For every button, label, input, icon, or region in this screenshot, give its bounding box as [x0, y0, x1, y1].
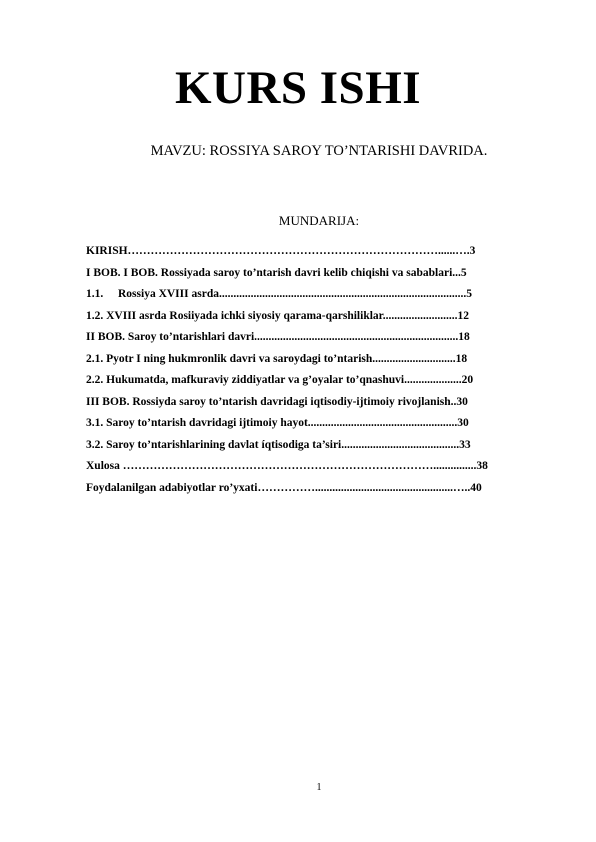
toc-entry [86, 478, 556, 500]
toc-entry-text: III BOB. Rossiyda saroy to’ntarish davridagi iqtisodiy-ijtimoiy rivojlanish..30 [86, 395, 468, 408]
toc-entry [86, 263, 556, 285]
toc-entry [86, 241, 556, 263]
toc-entry [86, 413, 556, 435]
toc-entry-text: 2.1. Pyotr I ning hukmronlik davri va saroydagi to’ntarish.............................18 [86, 352, 468, 365]
document-subject: MAVZU: ROSSIYA SAROY TO’NTARISHI DAVRIDA. [150, 143, 488, 159]
toc-entry-text: 1.2. XVIII asrda Rosiiyada ichki siyosiy qarama-qarshiliklar..........................12 [86, 309, 469, 322]
toc-entry-text: Rossiya XVIII asrda......................................................................................5 [118, 288, 472, 300]
toc-entry-text: KIRISH………………………………………………………………………......….3 [86, 245, 476, 257]
toc-entry-text: Foydalanilgan adabiyotlar ro’yxati……………................................................…..40 [86, 481, 482, 494]
toc-entry-text: II BOB. Saroy to’ntarishlari davri.......................................................................18 [86, 331, 470, 343]
toc-entry [86, 284, 556, 306]
table-of-contents [86, 241, 556, 499]
table-of-contents-heading: MUNDARIJA: [278, 213, 360, 228]
toc-entry [86, 435, 556, 457]
toc-entry-text: 3.1. Saroy to’ntarish davridagi ijtimoiy hayot....................................................30 [86, 417, 469, 429]
toc-entry [86, 327, 556, 349]
toc-entry-text: I BOB. I BOB. Rossiyada saroy to’ntarish davri kelib chiqishi va sabablari...5 [86, 266, 467, 279]
toc-entry [86, 349, 556, 371]
toc-entry [86, 392, 556, 414]
toc-entry-number: 1.1. [86, 288, 104, 300]
toc-entry-text: Xulosa ………………………………………………………………………...............38 [86, 460, 488, 472]
toc-entry [86, 306, 556, 328]
document-title: KURS ISHI [174, 62, 422, 114]
toc-entry-text: 2.2. Hukumatda, mafkuraviy ziddiyatlar va g’oyalar to’qnashuvi....................20 [86, 374, 474, 386]
page-number: 1 [316, 782, 322, 793]
toc-entry [86, 456, 556, 478]
toc-entry-text: 3.2. Saroy to’ntarishlarining davlat íqtisodiga ta’siri.........................................33 [86, 438, 471, 451]
toc-entry [86, 370, 556, 392]
